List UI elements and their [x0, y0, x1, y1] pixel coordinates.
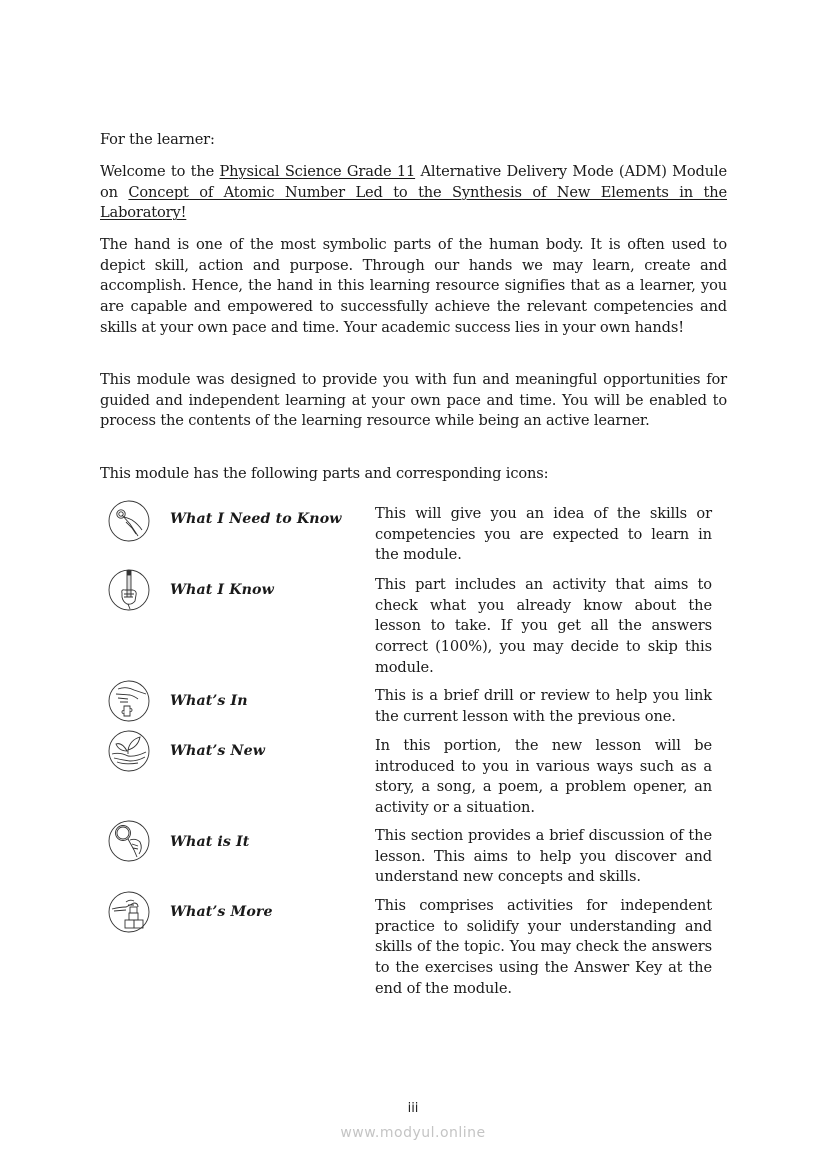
page-number: iii — [407, 1101, 419, 1116]
hand-holding-pencil-icon — [108, 569, 150, 611]
part-description: This will give you an idea of the skills or competencies you are expected to learn in the module. — [375, 505, 712, 564]
watermark: www.modyul.online — [340, 1125, 486, 1141]
topic-title: Concept of Atomic Number Led to the Synthesis of New Elements in the Laboratory! — [100, 183, 727, 222]
part-title: What’s New — [170, 743, 266, 759]
subject-title: Physical Science Grade 11 — [219, 163, 416, 180]
part-description: This section provides a brief discussion of the lesson. This aims to help you discover and understand new concepts and skills. — [375, 827, 712, 886]
part-description: This is a brief drill or review to help you link the current lesson with the previous one. — [375, 687, 712, 725]
welcome-prefix: Welcome to the — [100, 163, 220, 180]
part-title: What I Need to Know — [170, 511, 342, 527]
welcome-middle: Alternative Delivery Mode (ADM) Module on — [100, 163, 728, 201]
hand-puzzle-icon — [108, 680, 150, 722]
part-title: What I Know — [170, 582, 274, 598]
hand-sprout-icon — [108, 730, 150, 772]
part-description: This part includes an activity that aims to check what you already know about the lesson to take. If you get all the answers correct (100%), you may decide to skip this module. — [375, 576, 712, 676]
module-purpose-paragraph: This module was designed to provide you with fun and meaningful opportunities for guided and independent learning at your own pace and time. You will be enabled to process the contents of the learning resource while being an active learner. — [100, 371, 727, 430]
hand-symbolism-paragraph: The hand is one of the most symbolic parts of the human body. It is often used to depict skill, action and purpose. Through our hands we may learn, create and accomplish. Hence, the hand in this learning resource signifies that as a learner, you are capable and empowered to successfully achieve the relevant competencies and skills at your own pace and time. Your academic success lies in your own hands! — [100, 236, 727, 336]
part-title: What’s In — [170, 693, 248, 709]
greeting: For the learner: — [100, 131, 215, 148]
part-title: What is It — [170, 834, 250, 850]
parts-intro-paragraph: This module has the following parts and corresponding icons: — [100, 465, 549, 482]
part-title: What’s More — [170, 904, 273, 920]
hand-stacking-blocks-icon — [108, 891, 150, 933]
welcome-paragraph — [100, 162, 727, 224]
part-description: This comprises activities for independent practice to solidify your understanding and skills of the topic. You may check the answers to the exercises using the Answer Key at the end of the module. — [375, 897, 712, 997]
hand-magnifier-icon — [108, 820, 150, 862]
hand-pointing-icon — [108, 500, 150, 542]
part-description: In this portion, the new lesson will be introduced to you in various ways such as a story, a song, a poem, a problem opener, an activity or a situation. — [375, 737, 712, 817]
